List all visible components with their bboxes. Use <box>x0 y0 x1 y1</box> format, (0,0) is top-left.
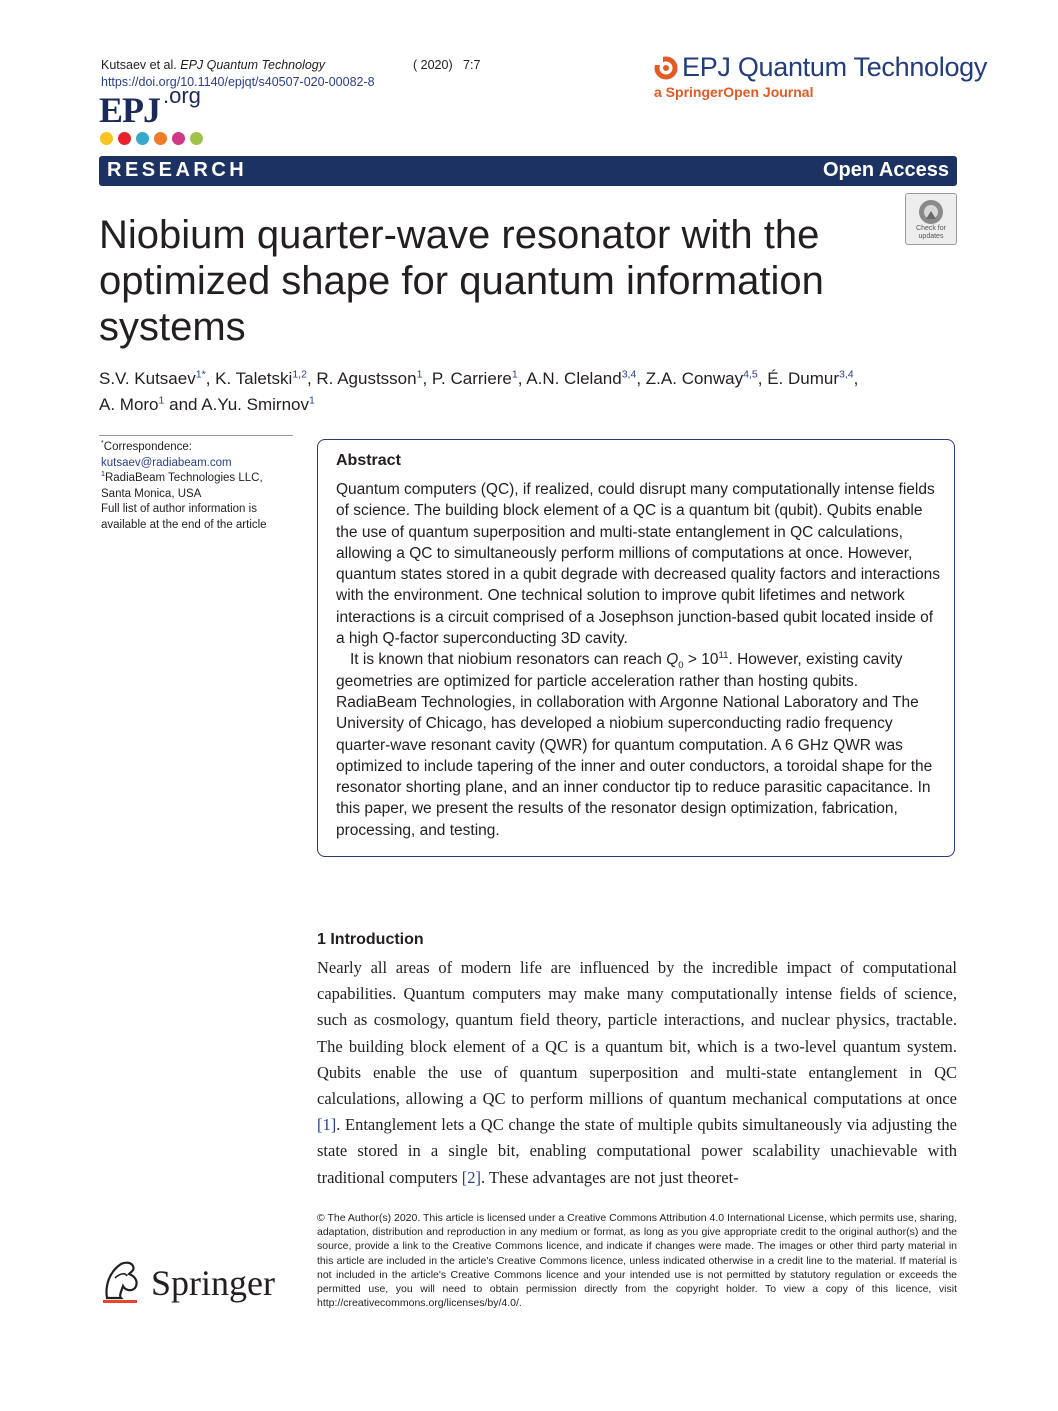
author-conjunction: and <box>164 395 202 414</box>
author-affiliation: 1 <box>511 368 518 381</box>
epj-color-dots <box>100 132 210 146</box>
citation-volume: 7:7 <box>463 58 481 72</box>
epj-logo-text: EPJ <box>99 90 161 130</box>
check-updates-label: Check for updates <box>916 225 946 240</box>
check-updates-icon <box>917 198 945 226</box>
open-access-label: Open Access <box>823 159 949 181</box>
abstract-paragraph-2: It is known that niobium resonators can reach $Q_0 > 10^{11}$. However, existing cavity geometries are optimized for particle acceleration rather than hosting qubits. RadiaBeam Technologies, in collaboration with Argonne National Laboratory and The University of Chicago, has developed a niobium superconducting radio frequency quarter-wave resonant cavity (QWR) for quantum computation. A 6 GHz QWR was optimized to include tapering of the inner and outer conductors, a toroidal shape for the resonator shorting plane, and an inner conductor tip to reduce parasitic capacitance. In this paper, we present the results of the resonator design optimization, fabrication, processing, and testing. <box>336 650 933 839</box>
author-name: A.N. Cleland <box>526 369 622 388</box>
citation-line <box>101 57 325 73</box>
epj-org-logo[interactable] <box>99 83 219 130</box>
author-info-note: Full list of author information is available at the end of the article <box>101 503 267 531</box>
check-for-updates-button[interactable] <box>905 193 957 245</box>
author-affiliation: 3,4 <box>839 368 854 381</box>
abstract-heading: Abstract <box>336 452 401 469</box>
abstract-body <box>336 479 941 841</box>
sidebar-rule <box>99 435 293 436</box>
author-name: K. Taletski <box>215 369 293 388</box>
correspondence-block <box>101 440 293 533</box>
citation-author: Kutsaev et al. <box>101 58 177 72</box>
author-name: Z.A. Conway <box>645 369 744 388</box>
epj-dot <box>100 132 113 145</box>
journal-title: EPJ Quantum Technology <box>682 52 988 82</box>
springer-logo[interactable] <box>99 1258 299 1308</box>
epj-dot <box>136 132 149 145</box>
springer-horse-icon <box>99 1258 143 1306</box>
affiliation-1: $^1$RadiaBeam Technologies LLC, Santa Monica, USA <box>101 470 263 500</box>
article-title: Niobium quarter-wave resonator with the optimized shape for quantum information systems <box>99 213 824 349</box>
journal-subtitle: a SpringerOpen Journal <box>654 84 814 100</box>
introduction-text: Nearly all areas of modern life are influenced by the incredible impact of computational capabilities. Quantum computers may make many computationally intense fields of science, such as cosmology, quantum field theory, particle interactions, and nuclear physics, tractable. The building block element of a QC is a quantum bit, which is a two-level quantum system. Qubits enable the use of quantum superposition and multi-state entanglement in QC calculations, allowing a QC to perform millions of quantum mechanical computations at once [1]. Entanglement lets a QC change the state of multiple qubits simultaneously via adjusting the state stored in a single bit, enabling computational power scalability unachievable with traditional computers [2]. These advantages are not just theoret- <box>317 958 957 1187</box>
citation-year: ( 2020) <box>413 58 453 72</box>
author-name: P. Carriere <box>431 369 512 388</box>
epj-dot <box>154 132 167 145</box>
epj-org-suffix: .org <box>163 83 201 108</box>
epj-journal-icon <box>654 56 680 82</box>
author-affiliation: 4,5 <box>743 368 758 381</box>
author-affiliation: 1* <box>195 368 206 381</box>
correspondence-label: *Correspondence: <box>101 439 193 453</box>
author-name: R. Agustsson <box>316 369 417 388</box>
author-affiliation: 3,4 <box>621 368 637 381</box>
abstract-paragraph-1: Quantum computers (QC), if realized, could disrupt many computationally intense fields of science. The building block element of a QC is a quantum bit (qubit). Qubits enable the use of quantum superposition and multi-state entanglement in QC calculations, allowing a QC to simultaneously perform millions of computations at once. However, quantum states stored in a qubit degrade with decreased quality factors and interactions with the environment. One technical solution to improve qubit lifetimes and network interactions is a circuit comprised of a Josephson junction-based qubit located inside of a high Q-factor superconducting 3D cavity. <box>336 481 941 648</box>
citation-journal: EPJ Quantum Technology <box>180 58 325 72</box>
author-name: S.V. Kutsaev <box>99 369 196 388</box>
author-name: A.Yu. Smirnov <box>201 395 309 414</box>
citation-year-volume <box>413 57 480 73</box>
author-name: A. Moro <box>99 395 159 414</box>
article-type-label: RESEARCH <box>107 159 248 181</box>
author-affiliation: 1 <box>158 394 165 407</box>
author-affiliation: 1,2 <box>292 368 307 381</box>
author-affiliation: 1 <box>416 368 423 381</box>
author-name: É. Dumur <box>767 369 839 388</box>
correspondence-email[interactable]: kutsaev@radiabeam.com <box>101 456 232 469</box>
article-type-banner <box>99 156 957 186</box>
epj-dot <box>118 132 131 145</box>
author-affiliation: 1 <box>308 394 315 407</box>
epj-dot <box>190 132 203 145</box>
section-heading-introduction: 1 Introduction <box>317 931 424 948</box>
reference-link-2[interactable]: [2] <box>461 1167 482 1187</box>
doi-link[interactable]: https://doi.org/10.1140/epjqt/s40507-020-00082-8 <box>101 75 375 89</box>
author-list: S.V. Kutsaev$^{1*}$, K. Taletski$^{1,2}$, R. Agustsson$^1$, P. Carriere$^1$, A.N. Cleland$^{3,4}$, Z.A. Conway$^{4,5}$, É. Dumur$^{3,4}$, A. Moro$^1$ and A.Yu. Smirnov$^1$ <box>99 368 859 414</box>
epj-dot <box>172 132 185 145</box>
reference-link-1[interactable]: [1] <box>317 1115 337 1135</box>
springer-wordmark: Springer <box>151 1263 275 1303</box>
license-notice: © The Author(s) 2020. This article is licensed under a Creative Commons Attribution 4.0 International License, which permits use, sharing, adaptation, distribution and reproduction in any medium or format, as long as you give appropriate credit to the original author(s) and the source, provide a link to the Creative Commons licence, and indicate if changes were made. The images or other third party material in this article are included in the article's Creative Commons licence, unless indicated otherwise in a credit line to the material. If material is not included in the article's Creative Commons licence and your intended use is not permitted by statutory regulation or exceeds the permitted use, you will need to obtain permission directly from the copyright holder. To view a copy of this licence, visit http://creativecommons.org/licenses/by/4.0/. <box>317 1212 958 1310</box>
